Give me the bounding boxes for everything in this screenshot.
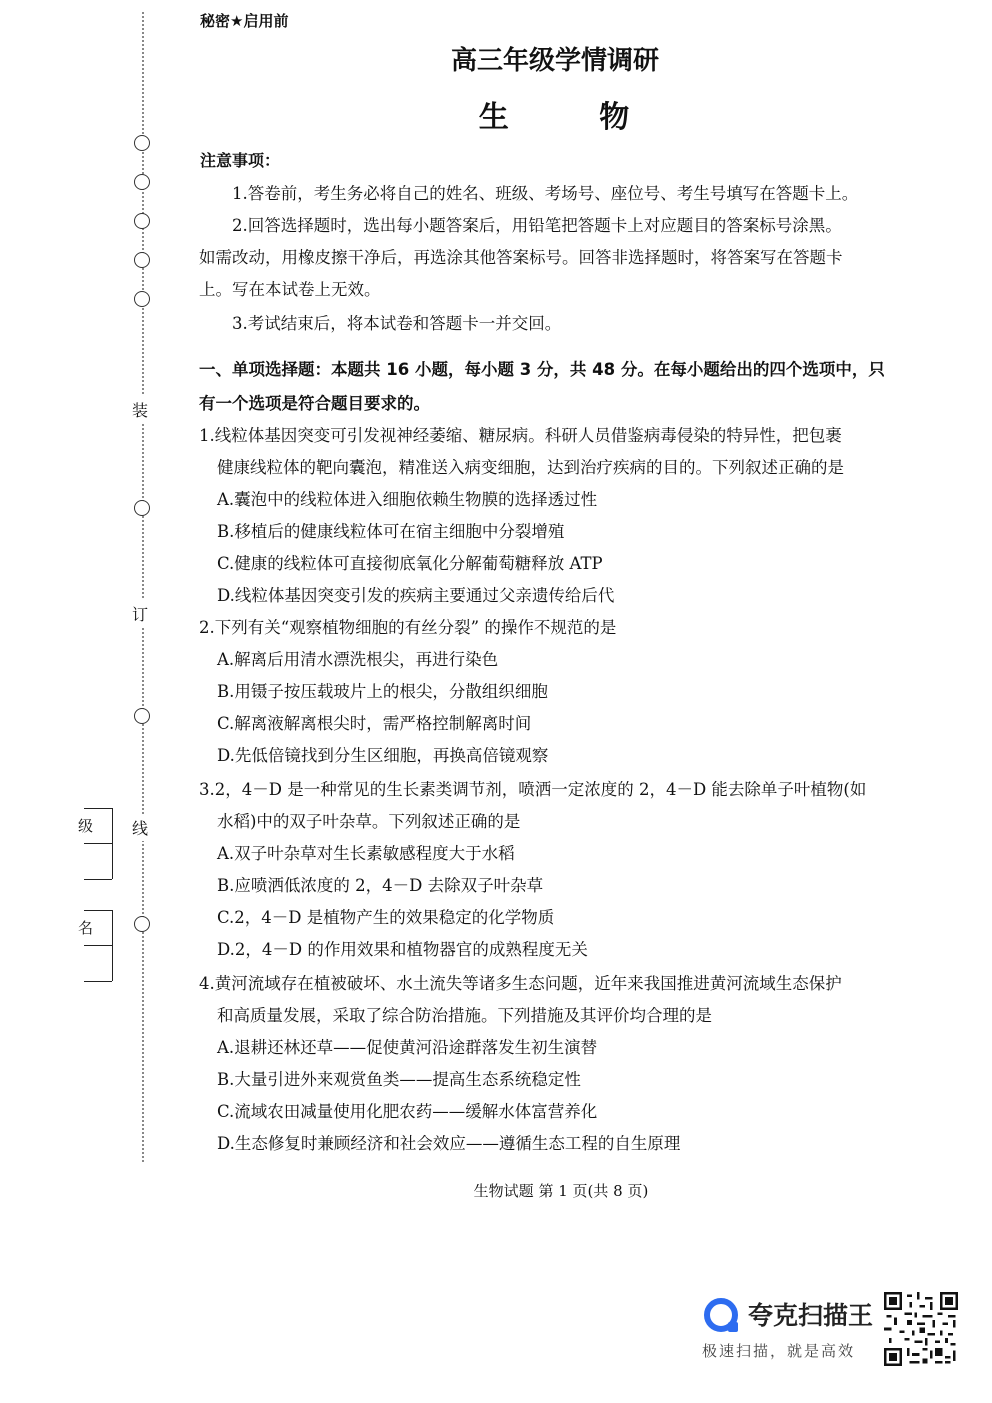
question-4-option-a: A.退耕还林还草——促使黄河沿途群落发生初生演替 [217, 1038, 598, 1057]
name-field-label: 名 [78, 919, 94, 937]
binding-char-ding: 订 [132, 600, 148, 627]
question-1-option-c: C.健康的线粒体可直接彻底氧化分解葡萄糖释放 ATP [217, 554, 603, 573]
quark-logo-icon [704, 1298, 738, 1332]
question-3-option-d: D.2，4－D 的作用效果和植物器官的成熟程度无关 [217, 940, 588, 959]
binding-hole [134, 252, 150, 268]
notice-line: 1.答卷前，考生务必将自己的姓名、班级、考场号、座位号、考生号填写在答题卡上。 [232, 184, 859, 203]
binding-hole [134, 916, 150, 932]
question-4-option-c: C.流域农田减量使用化肥农药——缓解水体富营养化 [217, 1102, 598, 1121]
question-2-option-d: D.先低倍镜找到分生区细胞，再换高倍镜观察 [217, 746, 549, 765]
binding-char-zhuang: 装 [132, 396, 148, 423]
question-4-option-b: B.大量引进外来观赏鱼类——提高生态系统稳定性 [217, 1070, 581, 1089]
question-2-option-b: B.用镊子按压载玻片上的根尖，分散组织细胞 [217, 682, 548, 701]
section-heading: 一、单项选择题：本题共 16 小题，每小题 3 分，共 48 分。在每小题给出的四个选项中，只 [199, 360, 885, 379]
question-2-option-c: C.解离液解离根尖时，需严格控制解离时间 [217, 714, 532, 733]
binding-char-xian: 线 [132, 814, 148, 841]
question-3-stem: 水稻)中的双子叶杂草。下列叙述正确的是 [217, 812, 521, 831]
question-3-stem: 3.2，4－D 是一种常见的生长素类调节剂，喷洒一定浓度的 2，4－D 能去除单子叶植物(如 [199, 780, 867, 799]
question-2-option-a: A.解离后用清水漂洗根尖，再进行染色 [217, 650, 499, 669]
binding-hole [134, 213, 150, 229]
question-1-option-d: D.线粒体基因突变引发的疾病主要通过父亲遗传给后代 [217, 586, 615, 605]
question-1-option-b: B.移植后的健康线粒体可在宿主细胞中分裂增殖 [217, 522, 565, 541]
notice-line: 2.回答选择题时，选出每小题答案后，用铅笔把答题卡上对应题目的答案标号涂黑。 [232, 216, 842, 235]
binding-hole [134, 135, 150, 151]
watermark-slogan: 极速扫描，就是高效 [702, 1342, 856, 1360]
name-field-box [78, 910, 113, 981]
binding-hole [134, 500, 150, 516]
question-4-option-d: D.生态修复时兼顾经济和社会效应——遵循生态工程的自生原理 [217, 1134, 681, 1153]
class-field-box [78, 808, 113, 879]
watermark-brand: 夸克扫描王 [748, 1301, 874, 1330]
qr-code-icon [884, 1292, 958, 1366]
question-3-option-c: C.2，4－D 是植物产生的效果稳定的化学物质 [217, 908, 555, 927]
question-2-stem: 2.下列有关“观察植物细胞的有丝分裂” 的操作不规范的是 [199, 618, 617, 637]
question-3-option-b: B.应喷洒低浓度的 2，4－D 去除双子叶杂草 [217, 876, 544, 895]
section-heading: 有一个选项是符合题目要求的。 [199, 394, 430, 413]
subject-title: 生 物 [478, 100, 670, 135]
page-footer: 生物试题 第 1 页(共 8 页) [473, 1182, 649, 1200]
secret-label: 秘密★启用前 [200, 12, 289, 30]
binding-hole [134, 708, 150, 724]
question-1-stem: 健康线粒体的靶向囊泡，精准送入病变细胞，达到治疗疾病的目的。下列叙述正确的是 [217, 458, 844, 477]
notice-line: 3.考试结束后，将本试卷和答题卡一并交回。 [232, 314, 562, 333]
notice-heading: 注意事项： [200, 151, 281, 170]
notice-line: 如需改动，用橡皮擦干净后，再选涂其他答案标号。回答非选择题时，将答案写在答题卡 [199, 248, 843, 267]
class-field-label: 级 [78, 817, 94, 835]
binding-hole [134, 174, 150, 190]
binding-hole [134, 291, 150, 307]
exam-title: 高三年级学情调研 [450, 46, 659, 76]
notice-line: 上。写在本试卷上无效。 [199, 280, 381, 299]
question-1-stem: 1.线粒体基因突变可引发视神经萎缩、糖尿病。科研人员借鉴病毒侵染的特异性，把包裹 [199, 426, 842, 445]
question-4-stem: 和高质量发展，采取了综合防治措施。下列措施及其评价均合理的是 [217, 1006, 712, 1025]
question-4-stem: 4.黄河流域存在植被破坏、水土流失等诸多生态问题，近年来我国推进黄河流域生态保护 [199, 974, 842, 993]
question-3-option-a: A.双子叶杂草对生长素敏感程度大于水稻 [217, 844, 515, 863]
question-1-option-a: A.囊泡中的线粒体进入细胞依赖生物膜的选择透过性 [217, 490, 598, 509]
